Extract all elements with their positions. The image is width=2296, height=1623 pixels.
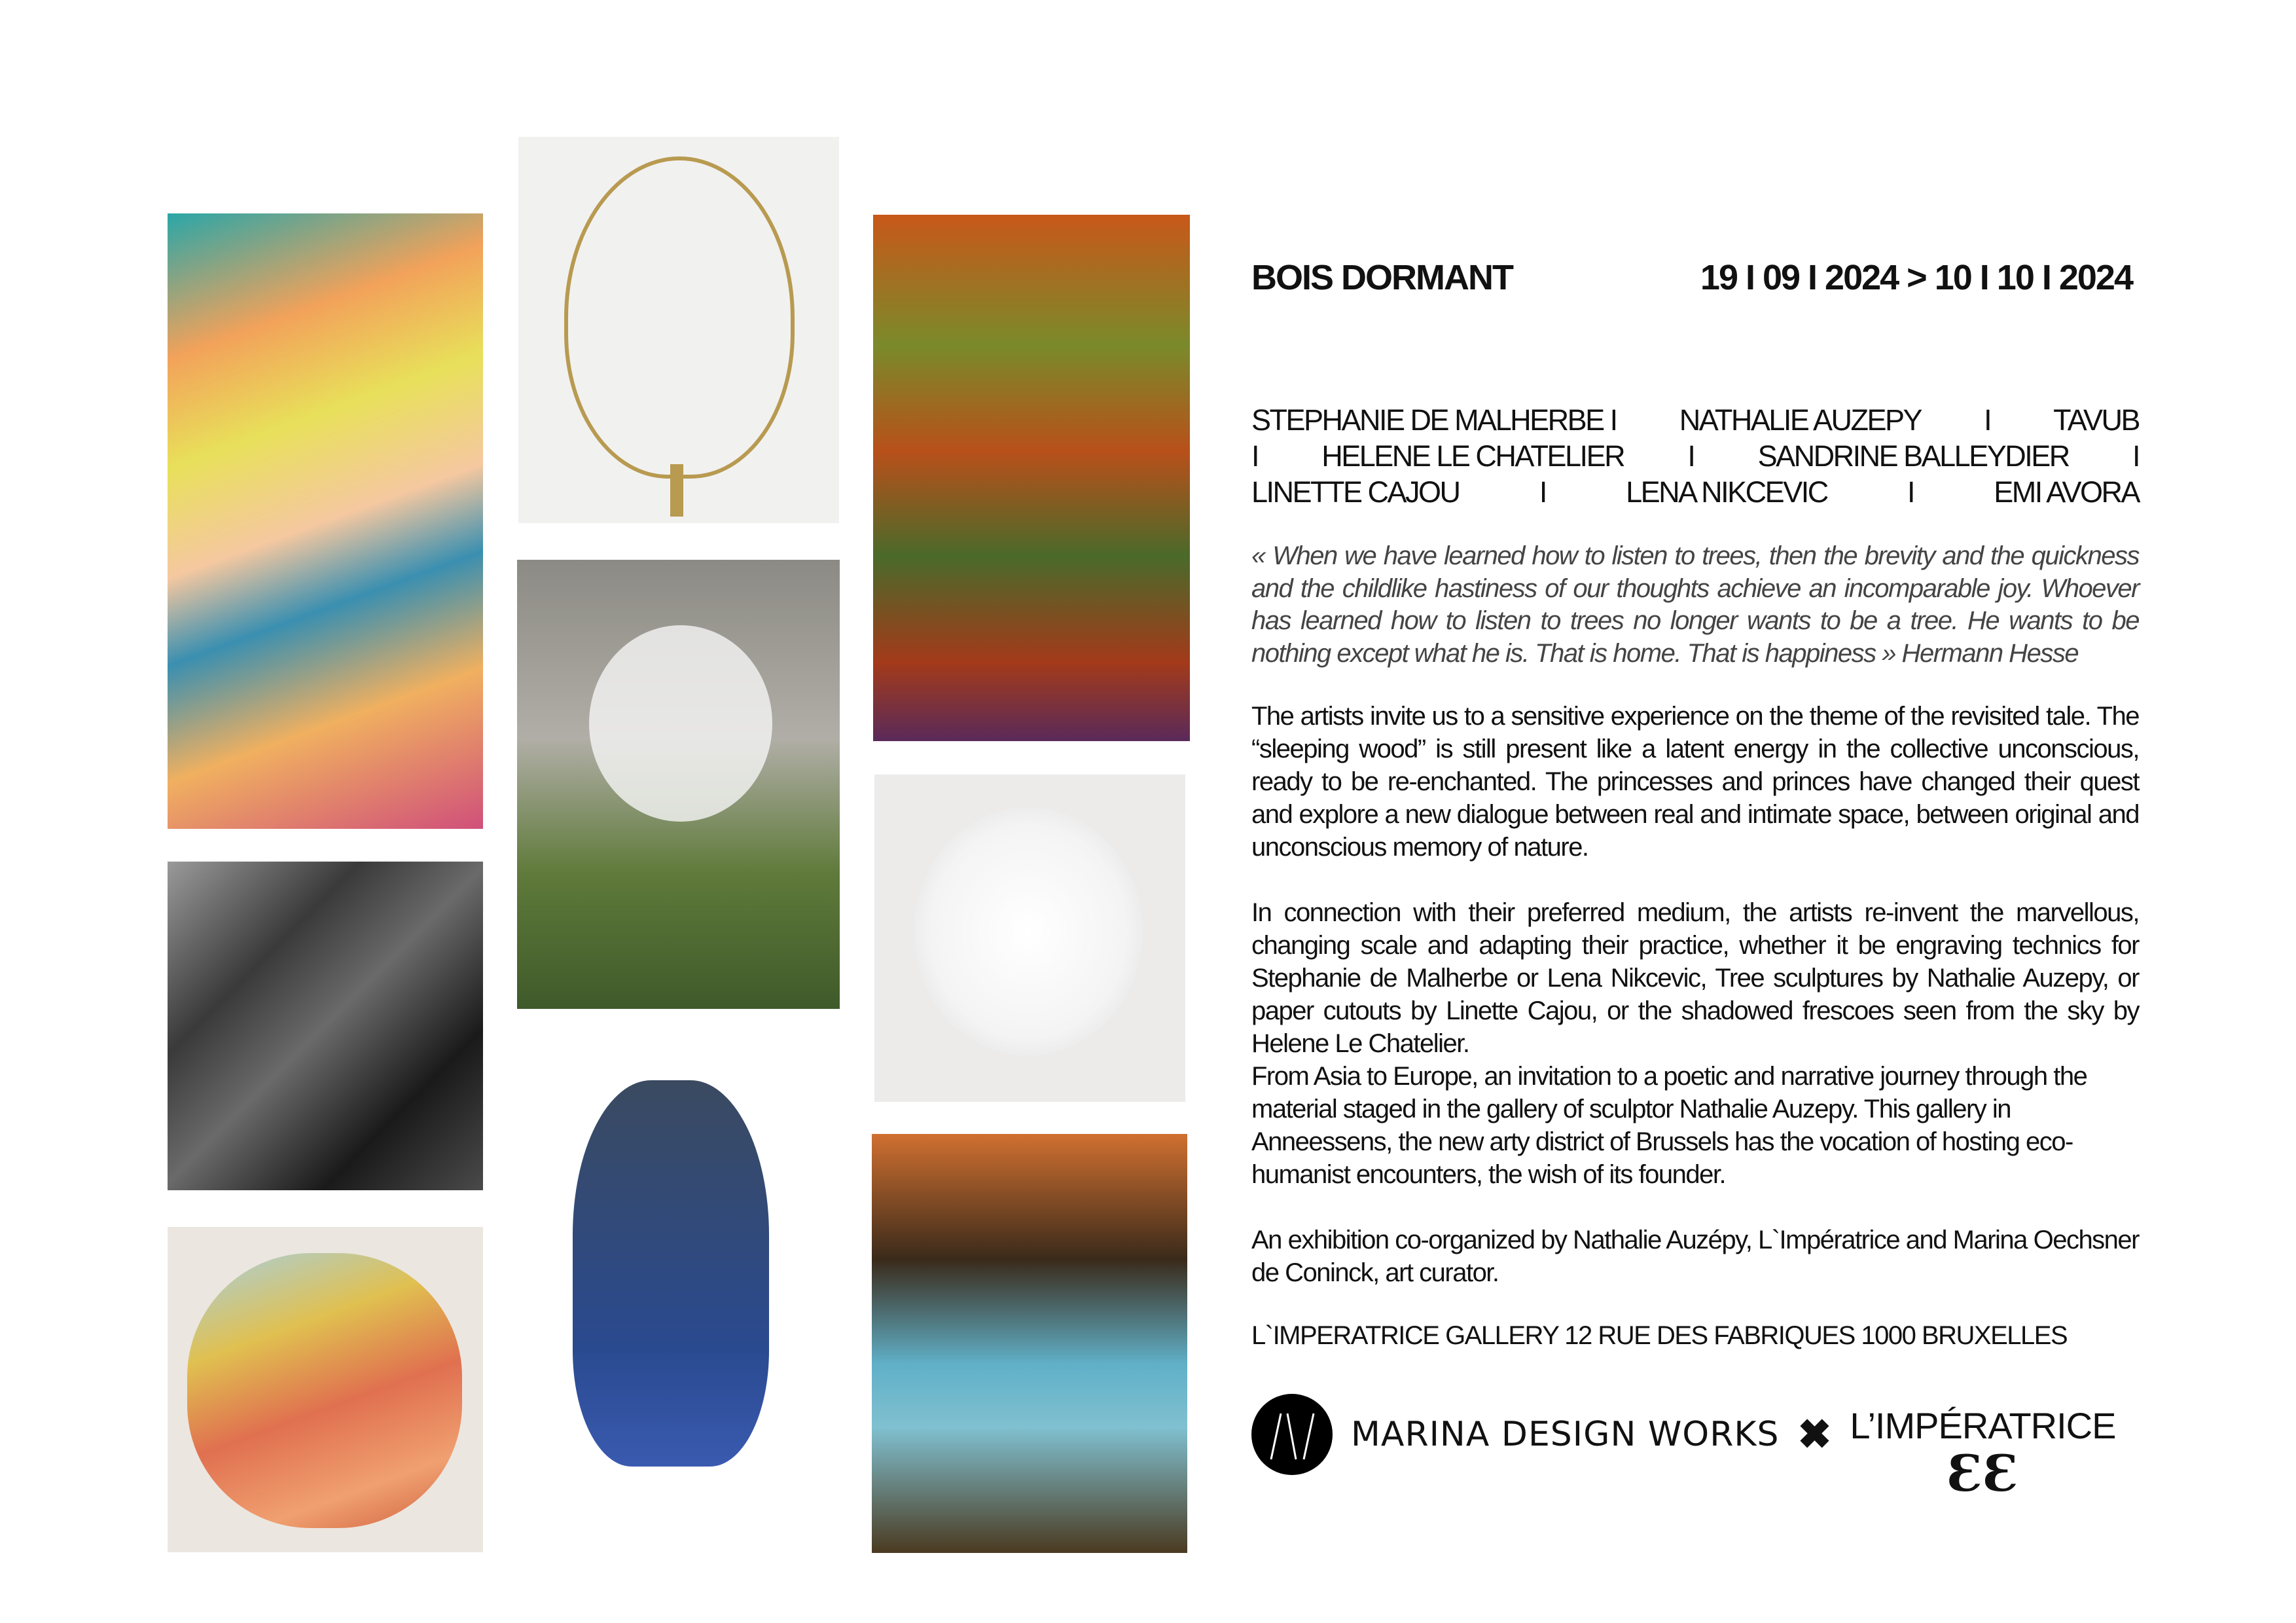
marina-design-works-logo: MARINA DESIGN WORKS bbox=[1351, 1415, 1780, 1454]
artist-name: LINETTE CAJOU bbox=[1251, 475, 1460, 509]
artwork-crumpled-paper bbox=[168, 862, 483, 1190]
artwork-porcelain-flower bbox=[874, 775, 1185, 1102]
intro-paragraph: The artists invite us to a sensitive experience on the theme of the revisited tale. The “sleeping wood” is still present like a latent energy in the collective unconscious, ready to be re-enchanted. The princesses and princes have changed their quest and explore a new dialogue between real and intimate space, between original and unconscious memory of nature. bbox=[1251, 702, 2139, 862]
medium-text: In connection with their preferred medium, the artists re-invent the marvellous, changing scale and adapting their practice, whether it be engraving technics for Stephanie de Malherbe or Lena Nikcevic, Tree sculptures by Nathalie Auzepy, or paper cutouts by Linette Cajou, or the shadowed frescoes seen from the sky by Helene Le Chatelier. bbox=[1251, 898, 2139, 1058]
artwork-landscape-painting bbox=[168, 1227, 483, 1552]
partner-logos bbox=[1251, 1394, 2139, 1501]
artwork-tree-painting bbox=[872, 1134, 1187, 1553]
hesse-quote: « When we have learned how to listen to trees, then the brevity and the quickness and the childlike hastiness of our thoughts achieve an incomparable joy. Whoever has learned how to listen to trees no longer wants to be a tree. He wants to be nothing except what he is. That is home. That is happiness » Hermann Hesse bbox=[1251, 541, 2139, 668]
text-column bbox=[1251, 257, 2139, 1501]
artist-name: LENA NIKCEVIC bbox=[1626, 475, 1827, 509]
separator: I bbox=[1907, 475, 1914, 509]
artist-name: NATHALIE AUZEPY bbox=[1679, 403, 1921, 437]
imperatrice-monogram-icon: ƐƐ bbox=[1946, 1444, 2019, 1503]
exhibition-dates: 19 I 09 I 2024 > 10 I 10 I 2024 bbox=[1700, 258, 2132, 297]
imperatrice-logo: L’IMPÉRATRICE bbox=[1850, 1405, 2116, 1446]
separator: I bbox=[1251, 439, 1259, 473]
cross-icon: ✖ bbox=[1797, 1412, 1832, 1457]
exhibition-header bbox=[1251, 257, 2132, 299]
artwork-forest-painting bbox=[873, 215, 1190, 741]
artist-name: TAVUB bbox=[2053, 403, 2139, 437]
marina-design-works-logo-icon bbox=[1251, 1394, 1333, 1475]
journey-text: From Asia to Europe, an invitation to a poetic and narrative journey through the material staged in the gallery of sculptor Nathalie Auzepy. This gallery in Anneessens, the new arty district of Brussels has the vocation of hosting eco-humanist encounters, the wish of its founder. bbox=[1251, 1062, 2087, 1189]
artist-name: EMI AVORA bbox=[1994, 475, 2139, 509]
artwork-white-tree-sculpture bbox=[517, 560, 840, 1009]
separator: I bbox=[1539, 475, 1546, 509]
separator: I bbox=[2132, 439, 2139, 473]
exhibition-title: BOIS DORMANT bbox=[1251, 258, 1513, 297]
artist-name: SANDRINE BALLEYDIER bbox=[1757, 439, 2069, 473]
separator: I bbox=[1984, 403, 1991, 437]
artwork-paper-cutout-torso bbox=[560, 1067, 781, 1473]
artwork-painting-arch bbox=[168, 213, 483, 829]
organizers-paragraph: An exhibition co-organized by Nathalie Auzépy, L`Impératrice and Marina Oechsner de Coninck, art curator. bbox=[1251, 1226, 2139, 1287]
artist-name: HELENE LE CHATELIER bbox=[1321, 439, 1624, 473]
gallery-address: L`IMPERATRICE GALLERY 12 RUE DES FABRIQUES 1000 BRUXELLES bbox=[1251, 1321, 2068, 1350]
imperatrice-logo-group bbox=[1850, 1406, 2115, 1501]
artwork-golden-leaf-sculpture bbox=[518, 137, 839, 523]
artist-name: STEPHANIE DE MALHERBE I bbox=[1251, 403, 1617, 437]
medium-paragraph bbox=[1251, 896, 2139, 1191]
separator: I bbox=[1687, 439, 1695, 473]
artist-list bbox=[1251, 402, 2139, 510]
